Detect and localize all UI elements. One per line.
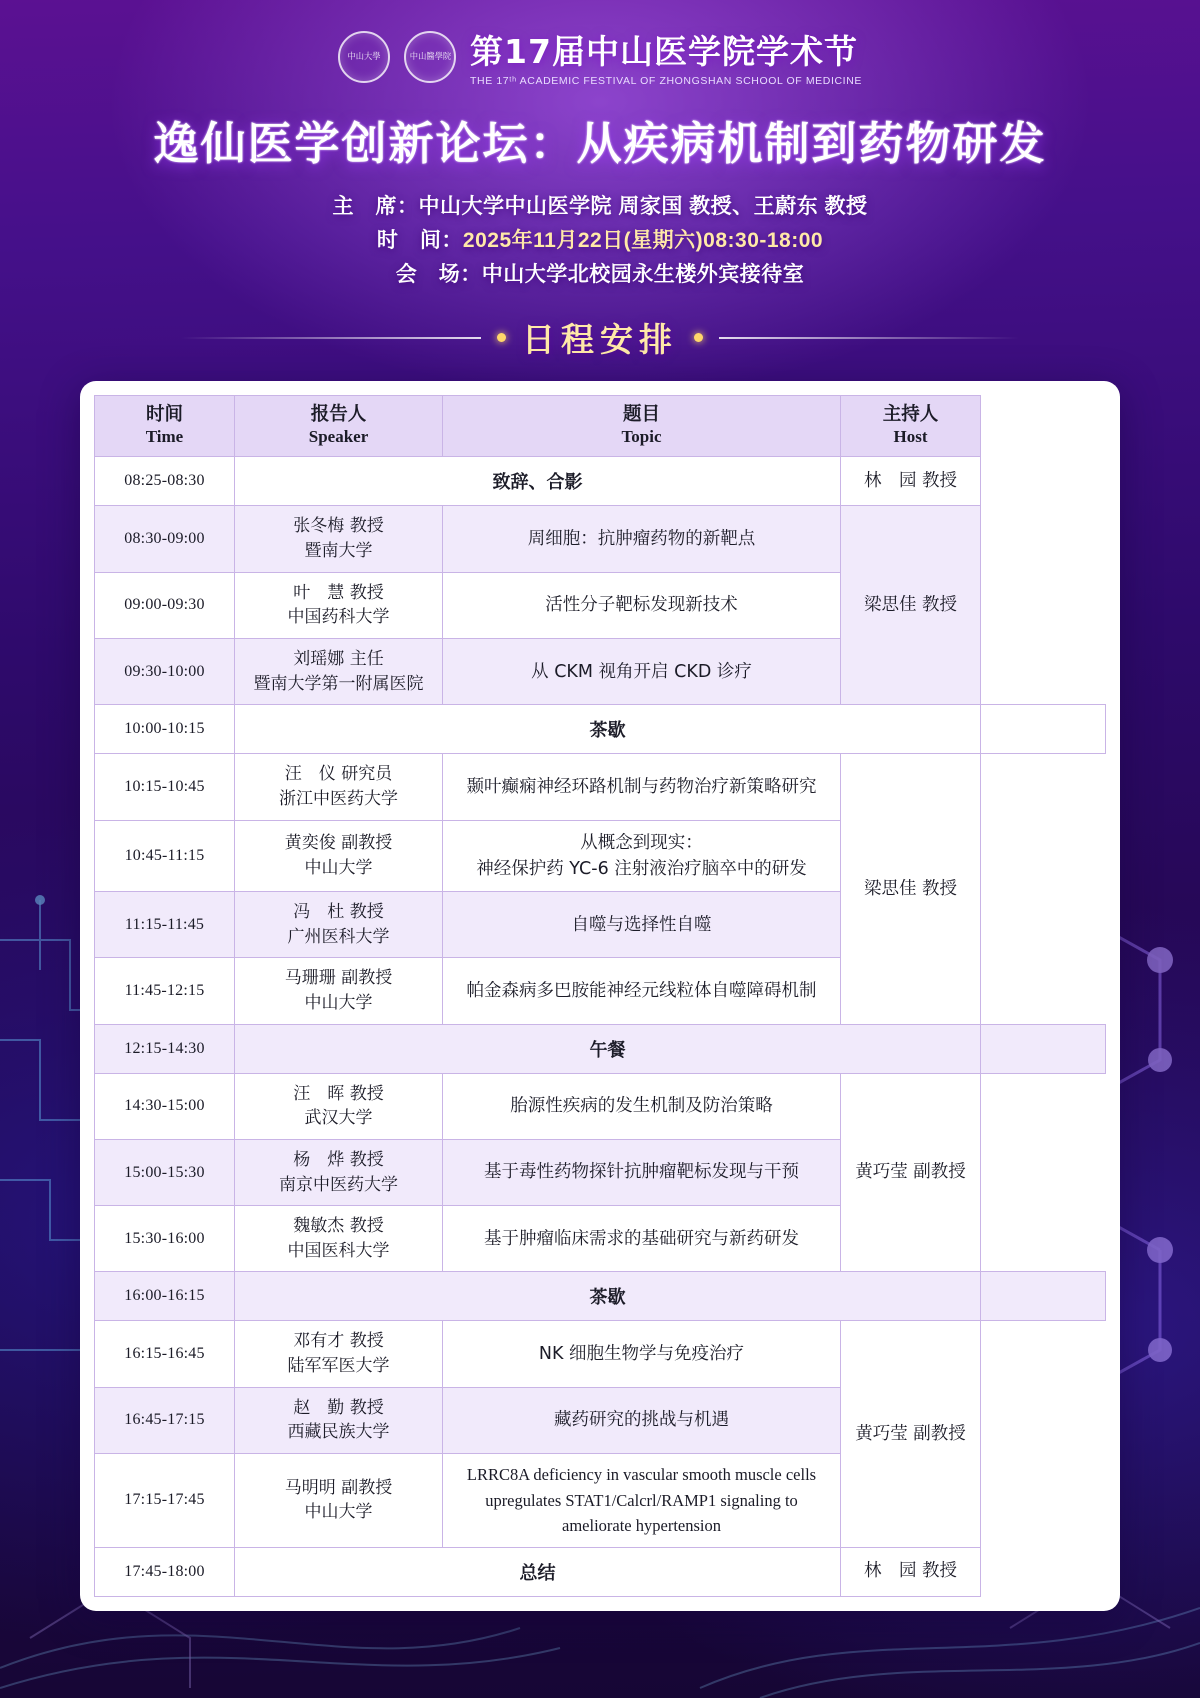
cell-host-empty xyxy=(981,1272,1106,1321)
page-title: 逸仙医学创新论坛：从疾病机制到药物研发 xyxy=(153,117,1047,170)
cell-time: 17:15-17:45 xyxy=(95,1454,235,1548)
table-row xyxy=(95,1073,1106,1139)
cell-time: 12:15-14:30 xyxy=(95,1024,235,1073)
cell-time: 08:25-08:30 xyxy=(95,457,235,506)
schedule-banner-text: 日程安排 xyxy=(522,320,678,360)
speaker-affiliation: 南京中医药大学 xyxy=(279,1174,398,1195)
cell-host-empty xyxy=(981,705,1106,754)
speaker-name: 邓有才 教授 xyxy=(293,1331,384,1352)
agenda-table-head xyxy=(95,396,1106,457)
cell-time: 15:00-15:30 xyxy=(95,1139,235,1205)
school-seal-icon xyxy=(404,31,456,83)
cell-speaker xyxy=(235,1387,443,1453)
table-row xyxy=(95,457,1106,506)
speaker-name: 张冬梅 教授 xyxy=(293,516,384,537)
cell-speaker xyxy=(235,1139,443,1205)
speaker-name: 马珊珊 副教授 xyxy=(284,968,393,989)
cell-topic: 帕金森病多巴胺能神经元线粒体自噬障碍机制 xyxy=(443,958,841,1024)
cell-time: 09:30-10:00 xyxy=(95,638,235,704)
cell-host: 梁思佳 教授 xyxy=(841,754,981,1024)
cell-host: 黄巧莹 副教授 xyxy=(841,1073,981,1272)
speaker-name: 黄奕俊 副教授 xyxy=(284,833,393,854)
table-row xyxy=(95,1024,1106,1073)
cell-speaker xyxy=(235,820,443,892)
cell-speaker xyxy=(235,1206,443,1272)
column-header-topic-cn: 题目 xyxy=(622,404,660,426)
banner-rule-right xyxy=(719,337,1019,339)
cell-host: 梁思佳 教授 xyxy=(841,506,981,705)
column-header-host-en: Host xyxy=(893,427,928,447)
cell-host: 林 园 教授 xyxy=(841,457,981,506)
table-row xyxy=(95,754,1106,820)
cell-time: 16:45-17:15 xyxy=(95,1387,235,1453)
poster-header xyxy=(0,0,1200,361)
festival-line xyxy=(0,26,1200,87)
column-header-time-cn: 时间 xyxy=(145,404,183,426)
speaker-affiliation: 中山大学 xyxy=(304,992,373,1013)
column-header-speaker-cn: 报告人 xyxy=(310,404,367,426)
speaker-name: 冯 杜 教授 xyxy=(293,902,384,923)
cell-time: 11:15-11:45 xyxy=(95,892,235,958)
speaker-name: 刘瑶娜 主任 xyxy=(293,648,384,669)
speaker-name: 魏敏杰 教授 xyxy=(293,1216,384,1237)
schedule-banner xyxy=(0,314,1200,361)
column-header-topic-en: Topic xyxy=(621,427,662,447)
festival-title-cn: 第17届中山医学院学术节 xyxy=(470,32,858,71)
speaker-affiliation: 陆军军医大学 xyxy=(287,1356,390,1377)
meta-venue-value: 中山大学北校园永生楼外宾接待室 xyxy=(481,263,805,287)
cell-session-label: 致辞、合影 xyxy=(235,457,841,506)
speaker-name: 叶 慧 教授 xyxy=(293,582,384,603)
column-header-host xyxy=(841,396,981,457)
cell-topic: NK 细胞生物学与免疫治疗 xyxy=(443,1321,841,1387)
agenda-table xyxy=(94,395,1106,1597)
cell-time: 15:30-16:00 xyxy=(95,1206,235,1272)
table-row xyxy=(95,1321,1106,1387)
meta-chair xyxy=(0,190,1200,224)
cell-speaker xyxy=(235,506,443,572)
seal-left-text: 中山大學 xyxy=(347,51,381,61)
table-row xyxy=(95,1547,1106,1596)
cell-speaker xyxy=(235,1454,443,1548)
speaker-affiliation: 中国药科大学 xyxy=(287,607,390,628)
cell-topic: 胎源性疾病的发生机制及防治策略 xyxy=(443,1073,841,1139)
cell-topic: 自噬与选择性自噬 xyxy=(443,892,841,958)
cell-time: 10:45-11:15 xyxy=(95,820,235,892)
cell-topic: 从 CKM 视角开启 CKD 诊疗 xyxy=(443,638,841,704)
cell-time: 14:30-15:00 xyxy=(95,1073,235,1139)
cell-break-label: 午餐 xyxy=(235,1024,981,1073)
column-header-time-en: Time xyxy=(145,427,184,447)
speaker-affiliation: 中山大学 xyxy=(304,1502,373,1523)
column-header-speaker xyxy=(235,396,443,457)
cell-time: 16:15-16:45 xyxy=(95,1321,235,1387)
cell-topic: 基于肿瘤临床需求的基础研究与新药研发 xyxy=(443,1206,841,1272)
cell-topic: 活性分子靶标发现新技术 xyxy=(443,572,841,638)
cell-break-label: 茶歇 xyxy=(235,1272,981,1321)
speaker-affiliation: 浙江中医药大学 xyxy=(279,788,398,809)
cell-topic: 从概念到现实： 神经保护药 YC-6 注射液治疗脑卒中的研发 xyxy=(443,820,841,892)
cell-topic: 基于毒性药物探针抗肿瘤靶标发现与干预 xyxy=(443,1139,841,1205)
table-row xyxy=(95,705,1106,754)
cell-time: 11:45-12:15 xyxy=(95,958,235,1024)
cell-speaker xyxy=(235,638,443,704)
cell-host-empty xyxy=(981,1024,1106,1073)
cell-speaker xyxy=(235,1321,443,1387)
speaker-affiliation: 暨南大学 xyxy=(304,541,373,562)
cell-topic: 周细胞：抗肿瘤药物的新靶点 xyxy=(443,506,841,572)
agenda-card xyxy=(80,381,1120,1611)
cell-topic: LRRC8A deficiency in vascular smooth muscle cells upregulates STAT1/Calcrl/RAMP1 signaling to ameliorate hypertension xyxy=(443,1454,841,1548)
university-seal-icon xyxy=(338,31,390,83)
cell-time: 10:00-10:15 xyxy=(95,705,235,754)
cell-speaker xyxy=(235,572,443,638)
speaker-name: 汪 仪 研究员 xyxy=(284,764,393,785)
cell-host: 黄巧莹 副教授 xyxy=(841,1321,981,1547)
column-header-host-cn: 主持人 xyxy=(882,404,939,426)
speaker-name: 赵 勤 教授 xyxy=(293,1397,384,1418)
column-header-topic xyxy=(443,396,841,457)
cell-speaker xyxy=(235,754,443,820)
banner-dot-right-icon xyxy=(694,333,703,342)
meta-time xyxy=(0,224,1200,258)
speaker-affiliation: 中国医科大学 xyxy=(287,1240,390,1261)
festival-title-en: THE 17ᵗʰ ACADEMIC FESTIVAL OF ZHONGSHAN SCHOOL OF MEDICINE xyxy=(470,75,862,87)
banner-rule-left xyxy=(181,337,481,339)
table-header-row xyxy=(95,396,1106,457)
cell-topic: 颞叶癫痫神经环路机制与药物治疗新策略研究 xyxy=(443,754,841,820)
cell-session-label: 总结 xyxy=(235,1547,841,1596)
cell-time: 08:30-09:00 xyxy=(95,506,235,572)
table-row xyxy=(95,506,1106,572)
speaker-affiliation: 西藏民族大学 xyxy=(287,1422,390,1443)
cell-topic: 藏药研究的挑战与机遇 xyxy=(443,1387,841,1453)
speaker-name: 马明明 副教授 xyxy=(284,1477,393,1498)
meta-chair-label: 主 席： xyxy=(332,195,419,218)
speaker-name: 汪 晖 教授 xyxy=(293,1083,384,1104)
speaker-affiliation: 中山大学 xyxy=(304,857,373,878)
column-header-speaker-en: Speaker xyxy=(308,427,369,447)
speaker-affiliation: 暨南大学第一附属医院 xyxy=(253,673,424,694)
meta-time-label: 时 间： xyxy=(376,229,463,253)
meta-time-value: 2025年11月22日(星期六)08:30-18:00 xyxy=(462,229,824,253)
cell-time: 17:45-18:00 xyxy=(95,1547,235,1596)
speaker-name: 杨 烨 教授 xyxy=(293,1149,384,1170)
cell-time: 09:00-09:30 xyxy=(95,572,235,638)
cell-time: 16:00-16:15 xyxy=(95,1272,235,1321)
cell-time: 10:15-10:45 xyxy=(95,754,235,820)
meta-venue xyxy=(0,258,1200,292)
event-meta xyxy=(0,190,1200,292)
cell-speaker xyxy=(235,1073,443,1139)
cell-break-label: 茶歇 xyxy=(235,705,981,754)
cell-host: 林 园 教授 xyxy=(841,1547,981,1596)
cell-speaker xyxy=(235,892,443,958)
meta-venue-label: 会 场： xyxy=(395,263,482,287)
column-header-time xyxy=(95,396,235,457)
speaker-affiliation: 广州医科大学 xyxy=(287,926,390,947)
cell-speaker xyxy=(235,958,443,1024)
speaker-affiliation: 武汉大学 xyxy=(304,1108,373,1129)
agenda-table-body xyxy=(95,457,1106,1596)
table-row xyxy=(95,1272,1106,1321)
meta-chair-value: 中山大学中山医学院 周家国 教授、王蔚东 教授 xyxy=(418,195,868,218)
seal-right-text: 中山醫學院 xyxy=(409,51,451,61)
banner-dot-left-icon xyxy=(497,333,506,342)
